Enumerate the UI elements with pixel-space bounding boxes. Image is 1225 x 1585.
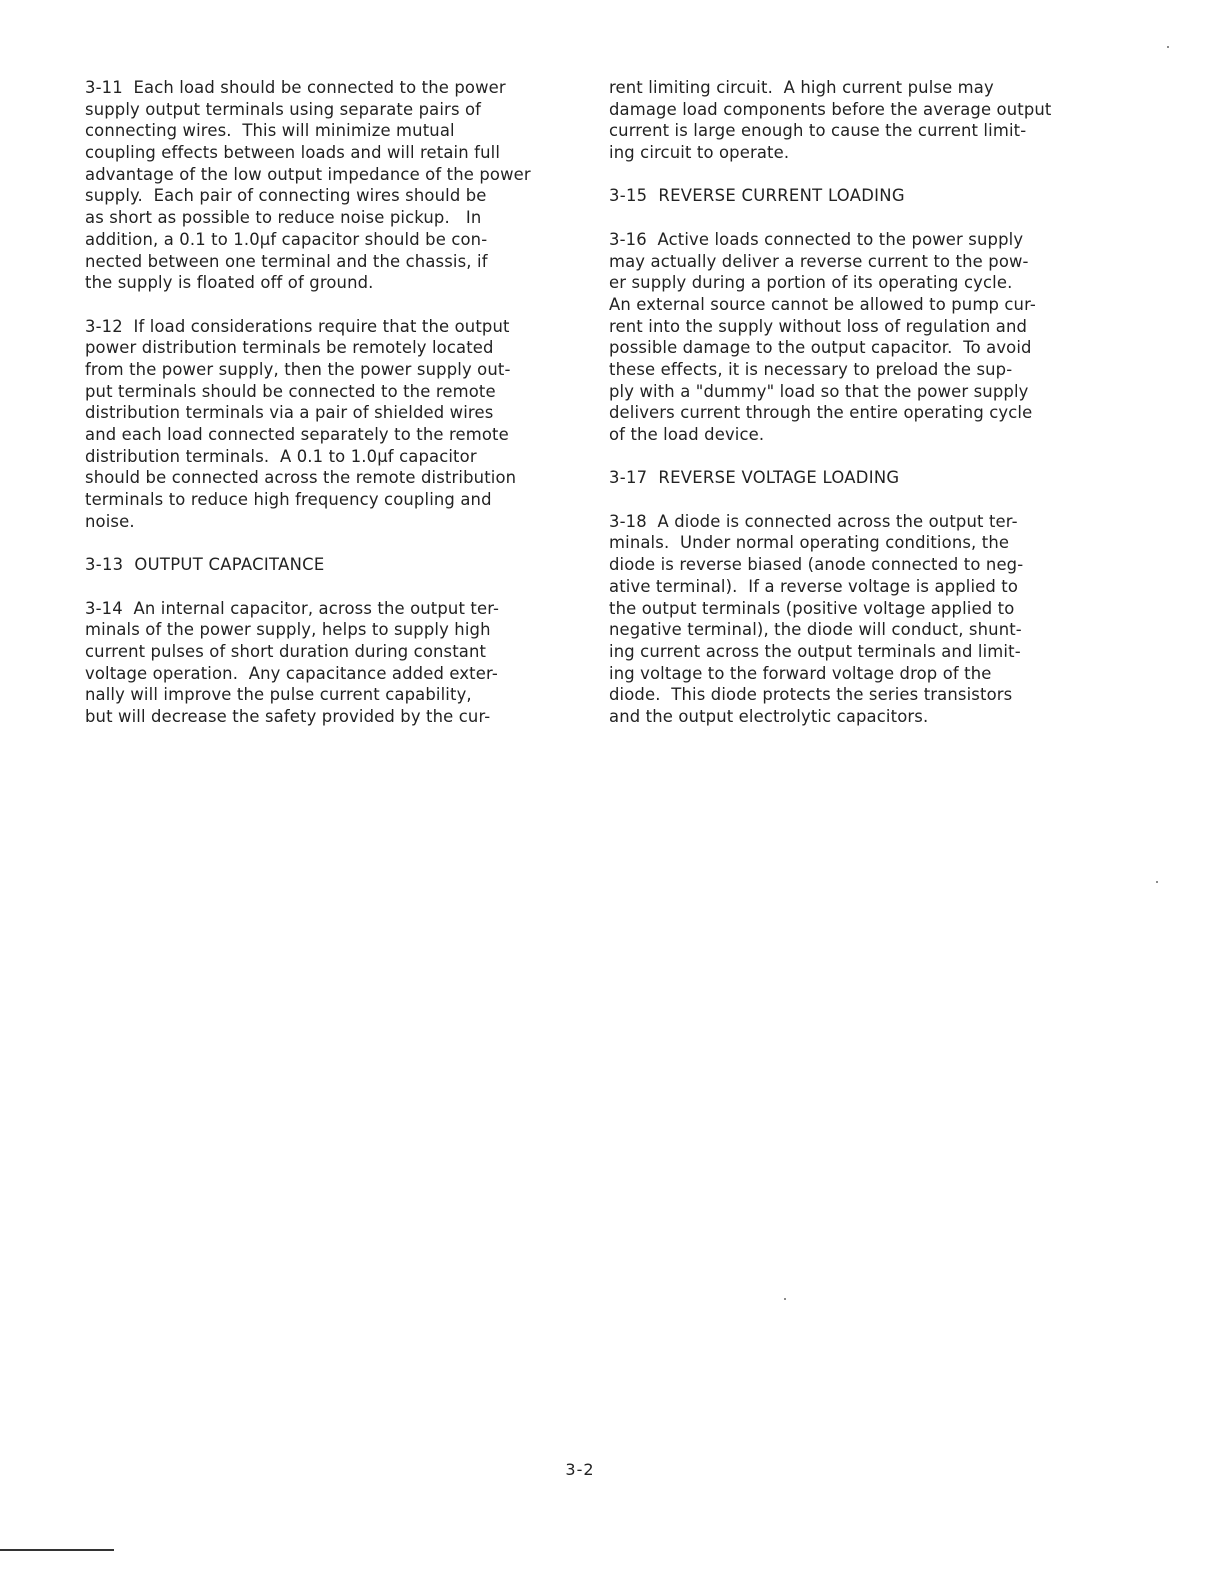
block-gap: [85, 532, 575, 554]
text-line: current is large enough to cause the current limit-: [609, 121, 1027, 141]
text-line: 3-16 Active loads connected to the power supply: [609, 229, 1024, 249]
text-line: diode. This diode protects the series transistors: [609, 685, 1013, 705]
text-line: ing voltage to the forward voltage drop of the: [609, 663, 992, 683]
text-line: terminals to reduce high frequency coupling and: [85, 490, 492, 510]
text-line: current pulses of short duration during constant: [85, 641, 487, 661]
text-line: supply output terminals using separate pairs of: [85, 99, 482, 119]
text-line: 3-12 If load considerations require that the output: [85, 316, 510, 336]
text-line: delivers current through the entire operating cycle: [609, 403, 1033, 423]
heading-3-13: [85, 554, 575, 576]
text-line: rent limiting circuit. A high current pulse may: [609, 78, 994, 97]
text-line: and the output electrolytic capacitors.: [609, 706, 929, 726]
scan-speck: [784, 1298, 786, 1300]
block-gap: [85, 294, 575, 316]
text-line: voltage operation. Any capacitance added exter-: [85, 663, 498, 683]
block-gap: [609, 489, 1099, 511]
text-line: power distribution terminals be remotely located: [85, 338, 494, 358]
text-line: minals of the power supply, helps to supply high: [85, 620, 491, 640]
text-line: and each load connected separately to the remote: [85, 425, 509, 444]
left-column: [85, 77, 575, 728]
text-line: connecting wires. This will minimize mutual: [85, 121, 455, 141]
scan-speck: [1167, 46, 1169, 48]
paragraph-3-14: [85, 598, 575, 728]
paragraph-3-14-continued: [609, 77, 1099, 164]
text-line: 3-11 Each load should be connected to the power: [85, 78, 506, 97]
paragraph-3-12: [85, 316, 575, 533]
text-line: the supply is floated off of ground.: [85, 273, 374, 293]
text-line: minals. Under normal operating conditions, the: [609, 533, 1010, 553]
text-line: ing current across the output terminals and limit-: [609, 641, 1021, 661]
text-line: nally will improve the pulse current capability,: [85, 685, 472, 705]
text-line: rent into the supply without loss of regulation and: [609, 316, 1028, 336]
section-heading: 3-13 OUTPUT CAPACITANCE: [85, 555, 325, 575]
text-line: of the load device.: [609, 425, 765, 444]
text-line: 3-14 An internal capacitor, across the output ter-: [85, 598, 500, 618]
text-line: possible damage to the output capacitor. To avoid: [609, 338, 1032, 358]
paragraph-3-11: [85, 77, 575, 294]
text-line: noise.: [85, 511, 135, 531]
block-gap: [85, 576, 575, 598]
text-line: addition, a 0.1 to 1.0µf capacitor should be con-: [85, 229, 488, 249]
text-line: er supply during a portion of its operating cycle.: [609, 273, 1013, 293]
text-line: the output terminals (positive voltage applied to: [609, 598, 1015, 618]
text-line: from the power supply, then the power supply out-: [85, 359, 511, 379]
text-line: distribution terminals via a pair of shielded wires: [85, 403, 494, 423]
text-line: distribution terminals. A 0.1 to 1.0µf capacitor: [85, 446, 477, 466]
text-line: diode is reverse biased (anode connected to neg-: [609, 555, 1024, 575]
page-number: 3-2: [565, 1460, 595, 1479]
paragraph-3-16: [609, 229, 1099, 446]
right-column: [609, 77, 1099, 728]
text-line: An external source cannot be allowed to pump cur-: [609, 294, 1036, 314]
text-line: damage load components before the average output: [609, 99, 1052, 119]
text-line: but will decrease the safety provided by the cur-: [85, 706, 491, 726]
text-line: ative terminal). If a reverse voltage is applied to: [609, 576, 1019, 596]
corner-rule: [0, 1549, 114, 1551]
text-line: supply. Each pair of connecting wires should be: [85, 186, 487, 206]
text-line: nected between one terminal and the chassis, if: [85, 251, 488, 271]
heading-3-15: [609, 185, 1099, 207]
text-line: put terminals should be connected to the remote: [85, 381, 496, 401]
text-line: negative terminal), the diode will conduct, shunt-: [609, 620, 1022, 640]
text-line: may actually deliver a reverse current to the pow-: [609, 251, 1029, 271]
paragraph-3-18: [609, 511, 1099, 728]
text-line: ing circuit to operate.: [609, 143, 790, 163]
text-line: ply with a "dummy" load so that the power supply: [609, 381, 1029, 401]
block-gap: [609, 446, 1099, 468]
text-line: advantage of the low output impedance of the power: [85, 164, 531, 184]
text-line: 3-18 A diode is connected across the output ter-: [609, 511, 1018, 531]
text-line: as short as possible to reduce noise pickup. In: [85, 208, 482, 228]
block-gap: [609, 207, 1099, 229]
scan-speck: [1156, 881, 1158, 883]
section-heading: 3-17 REVERSE VOLTAGE LOADING: [609, 468, 900, 488]
block-gap: [609, 164, 1099, 186]
text-line: should be connected across the remote distribution: [85, 468, 517, 488]
text-line: these effects, it is necessary to preload the sup-: [609, 359, 1013, 379]
text-line: coupling effects between loads and will retain full: [85, 143, 501, 163]
section-heading: 3-15 REVERSE CURRENT LOADING: [609, 186, 905, 206]
heading-3-17: [609, 467, 1099, 489]
